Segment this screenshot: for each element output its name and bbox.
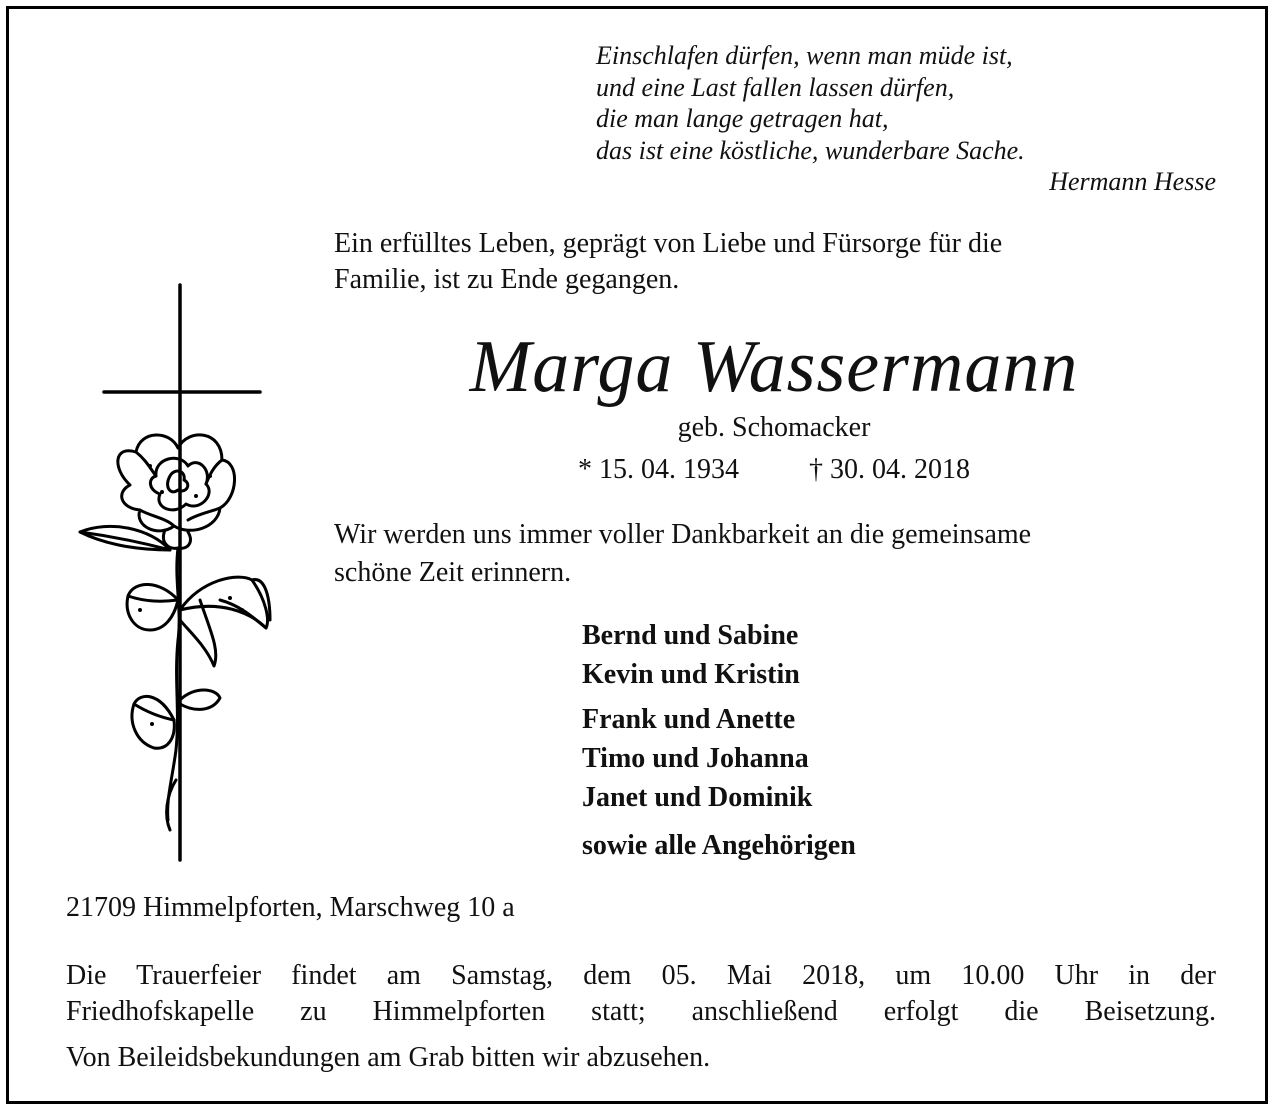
mourner-entry: Kevin und Kristin xyxy=(582,659,800,690)
address: 21709 Himmelpforten, Marschweg 10 a xyxy=(66,892,515,923)
poem-line: Einschlafen dürfen, wenn man müde ist, xyxy=(596,41,1013,70)
maiden-name: geb. Schomacker xyxy=(677,412,871,443)
thanks-line: Wir werden uns immer voller Dankbarkeit an die gemeinsame xyxy=(334,519,1032,550)
condolence-note: Von Beileidsbekundungen am Grab bitten wir abzusehen. xyxy=(66,1042,711,1073)
intro-line: Ein erfülltes Leben, geprägt von Liebe und Fürsorge für die xyxy=(334,228,1003,259)
deceased-name: Marga Wassermann xyxy=(469,326,1079,408)
mourner-entry: Timo und Johanna xyxy=(582,743,809,774)
cross-with-rose-icon xyxy=(70,280,290,870)
poem-quote xyxy=(596,40,1216,198)
intro-line: Familie, ist zu Ende gegangen. xyxy=(334,264,680,295)
mourner-entry: sowie alle Angehörigen xyxy=(582,830,856,861)
poem-line: die man lange getragen hat, xyxy=(596,104,889,133)
mourner-entry: Janet und Dominik xyxy=(582,782,813,813)
poem-author: Hermann Hesse xyxy=(1049,167,1216,196)
ceremony-line: Die Trauerfeier findet am Samstag, dem 05. Mai 2018, um 10.00 Uhr in der xyxy=(66,960,1216,991)
thanks-line: schöne Zeit erinnern. xyxy=(334,557,572,588)
birth-date: * 15. 04. 1934 xyxy=(578,454,739,485)
mourners-list xyxy=(582,616,1182,865)
thanks-text xyxy=(334,516,1234,592)
ceremony-line: Friedhofskapelle zu Himmelpforten statt; anschließend erfolgt die Beisetzung. xyxy=(66,996,1216,1027)
mourner-entry: Frank und Anette xyxy=(582,704,796,735)
life-dates xyxy=(334,450,1214,490)
ceremony-text xyxy=(66,958,1216,1030)
death-date: † 30. 04. 2018 xyxy=(809,454,970,485)
poem-line: das ist eine köstliche, wunderbare Sache. xyxy=(596,135,1025,165)
mourner-entry: Bernd und Sabine xyxy=(582,620,799,651)
poem-line: und eine Last fallen lassen dürfen, xyxy=(596,72,955,102)
intro-text xyxy=(334,226,1224,298)
